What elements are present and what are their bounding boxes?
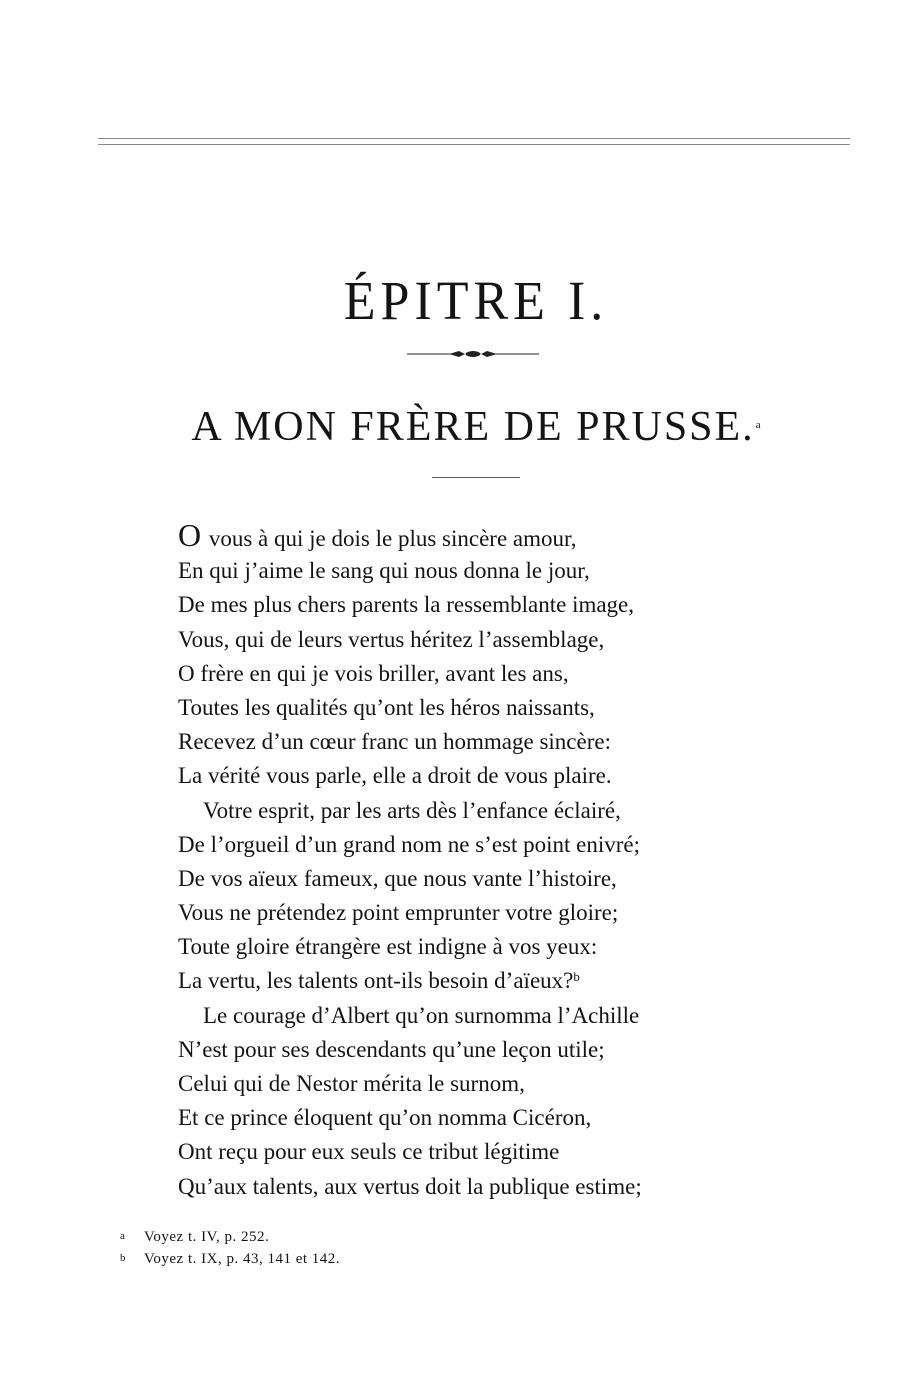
subtitle-text: A MON FRÈRE DE PRUSSE.	[191, 404, 755, 450]
poem-line: Vous, qui de leurs vertus héritez l’assemblage,	[178, 626, 605, 652]
footnote-mark: b	[120, 1252, 126, 1264]
ornament-divider	[405, 347, 541, 361]
poem-line: Et ce prince éloquent qu’on nomma Cicéron,	[178, 1105, 592, 1131]
poem-body	[178, 517, 858, 1204]
poem-line: Qu’aux talents, aux vertus doit la publique estime;	[178, 1173, 642, 1199]
poem-line: Le courage d’Albert qu’on surnomma l’Achille	[203, 1002, 640, 1028]
footnote-b	[120, 1248, 340, 1270]
footnote-text: Voyez t. IV, p. 252.	[144, 1229, 270, 1245]
poem-line: De mes plus chers parents la ressemblante image,	[178, 592, 635, 618]
poem-line: Toutes les qualités qu’ont les héros naissants,	[178, 694, 595, 720]
subtitle-footnote-ref: a	[755, 419, 761, 431]
poem-line: De l’orgueil d’un grand nom ne s’est point enivré;	[178, 831, 641, 857]
page-subtitle	[0, 404, 900, 450]
page-title: ÉPITRE I.	[343, 271, 609, 332]
poem-line: N’est pour ses descendants qu’une leçon utile;	[178, 1036, 605, 1062]
poem-line: Vous ne prétendez point emprunter votre gloire;	[178, 900, 619, 926]
footnotes	[120, 1226, 340, 1270]
poem-line: Celui qui de Nestor mérita le surnom,	[178, 1071, 525, 1096]
top-double-rule	[98, 138, 850, 145]
footnote-ref-b: b	[573, 969, 580, 985]
poem-line: Recevez d’un cœur franc un hommage sincère:	[178, 729, 611, 755]
poem-line	[178, 964, 858, 998]
footnote-mark: a	[120, 1230, 126, 1242]
poem-line-text: La vertu, les talents ont-ils besoin d’aïeux?	[178, 968, 574, 994]
short-divider	[432, 477, 520, 478]
poem-line	[178, 517, 858, 554]
footnote-text: Voyez t. IX, p. 43, 141 et 142.	[144, 1251, 341, 1267]
poem-line: Toute gloire étrangère est indigne à vos yeux:	[178, 934, 598, 960]
drop-cap: O	[178, 517, 202, 553]
poem-line: De vos aïeux fameux, que nous vante l’histoire,	[178, 865, 617, 891]
poem-line: Votre esprit, par les arts dès l’enfance éclairé,	[203, 797, 621, 823]
poem-line: En qui j’aime le sang qui nous donna le jour,	[178, 558, 590, 584]
poem-line: O frère en qui je vois briller, avant les ans,	[178, 660, 569, 686]
footnote-a	[120, 1226, 340, 1248]
poem-line: La vérité vous parle, elle a droit de vous plaire.	[178, 763, 612, 789]
poem-line-text: vous à qui je dois le plus sincère amour,	[203, 526, 577, 551]
poem-line: Ont reçu pour eux seuls ce tribut légitime	[178, 1139, 560, 1165]
